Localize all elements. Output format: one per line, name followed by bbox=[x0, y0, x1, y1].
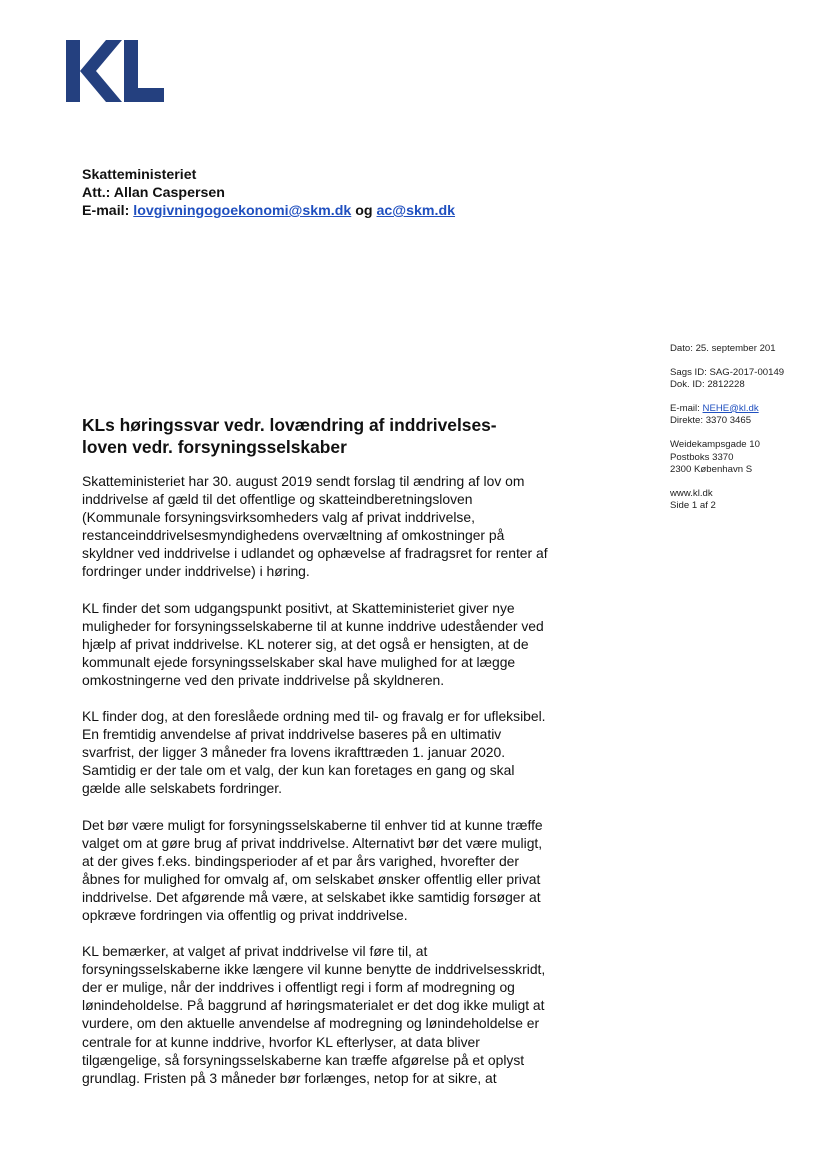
body-line: valget om at gøre brug af privat inddrivelse. Alternativt bør det være muligt, bbox=[82, 834, 543, 851]
title-line-2: loven vedr. forsyningsselskaber bbox=[82, 437, 347, 457]
meta-email-label: E-mail: bbox=[670, 402, 700, 414]
body-line: lønindeholdelse. På baggrund af høringsmaterialet er det dog ikke muligt at bbox=[82, 997, 545, 1014]
body-line: hjælp af privat inddrivelse. KL noterer sig, at det også er hensigten, at de bbox=[82, 635, 529, 652]
paragraph-4 bbox=[82, 816, 552, 925]
meta-date: Dato: 25. september 201 bbox=[670, 343, 776, 354]
body-line: kommunalt ejede forsyningsselskaber skal have mulighed for at lægge bbox=[82, 653, 516, 670]
paragraph-2 bbox=[82, 599, 552, 689]
recipient-email-line bbox=[82, 202, 455, 220]
body-line: Det bør være muligt for forsyningsselskaberne til enhver tid at kunne træffe bbox=[82, 816, 543, 833]
paragraph-5 bbox=[82, 942, 552, 1087]
meta-email-link[interactable]: NEHE@kl.dk bbox=[702, 402, 759, 414]
body-line: En fremtidig anvendelse af privat inddrivelse baseres på en ultimativ bbox=[82, 726, 502, 743]
body-line: opkræve fordringen via offentlig og privat inddrivelse. bbox=[82, 906, 408, 923]
body-line: svarfrist, der ligger 3 måneder fra lovens ikrafttræden 1. januar 2020. bbox=[82, 744, 506, 761]
meta-address-1: Weidekampsgade 10 bbox=[670, 438, 760, 450]
document-body bbox=[82, 472, 552, 1105]
body-line: restanceinddrivelsesmyndighedens overvæltning af omkostninger på bbox=[82, 527, 505, 544]
body-line: at der gives f.eks. bindingsperioder af et par års varighed, hvorefter der bbox=[82, 852, 520, 869]
recipient-attention: Att.: Allan Caspersen bbox=[82, 185, 225, 201]
body-line: vurdere, om den aktuelle anvendelse af modregning og lønindeholdelse er bbox=[82, 1015, 540, 1032]
body-line: forsyningsselskaberne ikke længere vil kunne benytte de inddrivelsesskridt, bbox=[82, 961, 546, 978]
body-line: centrale for at kunne inddrive, hvorfor KL efterlyser, at data bliver bbox=[82, 1033, 480, 1050]
meta-address-3: 2300 København S bbox=[670, 464, 753, 476]
body-line: tilgængelige, så forsyningsselskaberne kan træffe afgørelse på et oplyst bbox=[82, 1051, 525, 1068]
body-line: grundlag. Fristen på 3 måneder bør forlænges, netop for at sikre, at bbox=[82, 1069, 497, 1086]
body-line: der er mulige, når der inddrives i offentligt regi i form af modregning og bbox=[82, 979, 515, 996]
title-line-1: KLs høringssvar vedr. lovændring af inddrivelses- bbox=[82, 415, 497, 435]
body-line: fordringer under inddrivelse) i høring. bbox=[82, 563, 310, 580]
paragraph-1 bbox=[82, 472, 552, 581]
body-line: KL finder det som udgangspunkt positivt, at Skatteministeriet giver nye bbox=[82, 599, 515, 616]
recipient-name: Skatteministeriet bbox=[82, 167, 197, 183]
body-line: muligheder for forsyningsselskaberne til at kunne inddrive udeståender ved bbox=[82, 617, 544, 634]
meta-sidebar bbox=[670, 343, 784, 524]
email-label: E-mail: bbox=[82, 203, 130, 219]
meta-case-id: Sags ID: SAG-2017-00149 bbox=[670, 366, 785, 378]
body-line: inddrivelse af gæld til det offentlige og skatteindberetningsloven bbox=[82, 491, 473, 508]
meta-page: Side 1 af 2 bbox=[670, 500, 716, 512]
body-line: Samtidig er der tale om et valg, der kun kan foretages en gang og skal bbox=[82, 762, 515, 779]
email-connector: og bbox=[355, 203, 373, 219]
body-line: inddrivelse. Det afgørende må være, at selskabet ikke samtidig forsøger at bbox=[82, 888, 541, 905]
body-line: skyldner ved inddrivelse i udlandet og ophævelse af fradragsret for renter af bbox=[82, 545, 548, 562]
meta-address-2: Postboks 3370 bbox=[670, 451, 734, 463]
email-link-1[interactable]: lovgivningogoekonomi@skm.dk bbox=[133, 203, 352, 219]
body-line: omkostningerne ved den private inddrivelse på skyldneren. bbox=[82, 671, 445, 688]
recipient-block bbox=[82, 166, 455, 220]
paragraph-3 bbox=[82, 707, 552, 797]
body-line: Skatteministeriet har 30. august 2019 sendt forslag til ændring af lov om bbox=[82, 473, 525, 489]
body-line: KL finder dog, at den foreslåede ordning med til- og fravalg er for ufleksibel. bbox=[82, 708, 546, 725]
meta-email-line bbox=[670, 403, 784, 416]
email-link-2[interactable]: ac@skm.dk bbox=[376, 203, 456, 219]
body-line: åbnes for mulighed for omvalg af, om selskabet ønsker offentlig eller privat bbox=[82, 870, 541, 887]
document-title bbox=[82, 414, 552, 458]
body-line: KL bemærker, at valget af privat inddrivelse vil føre til, at bbox=[82, 943, 428, 960]
kl-logo bbox=[66, 40, 164, 107]
meta-doc-id: Dok. ID: 2812228 bbox=[670, 379, 745, 391]
meta-website[interactable]: www.kl.dk bbox=[670, 487, 713, 499]
body-line: gælde alle selskabets fordringer. bbox=[82, 780, 282, 797]
meta-direct: Direkte: 3370 3465 bbox=[670, 415, 752, 427]
body-line: (Kommunale forsyningsvirksomheders valg af privat inddrivelse, bbox=[82, 509, 475, 526]
